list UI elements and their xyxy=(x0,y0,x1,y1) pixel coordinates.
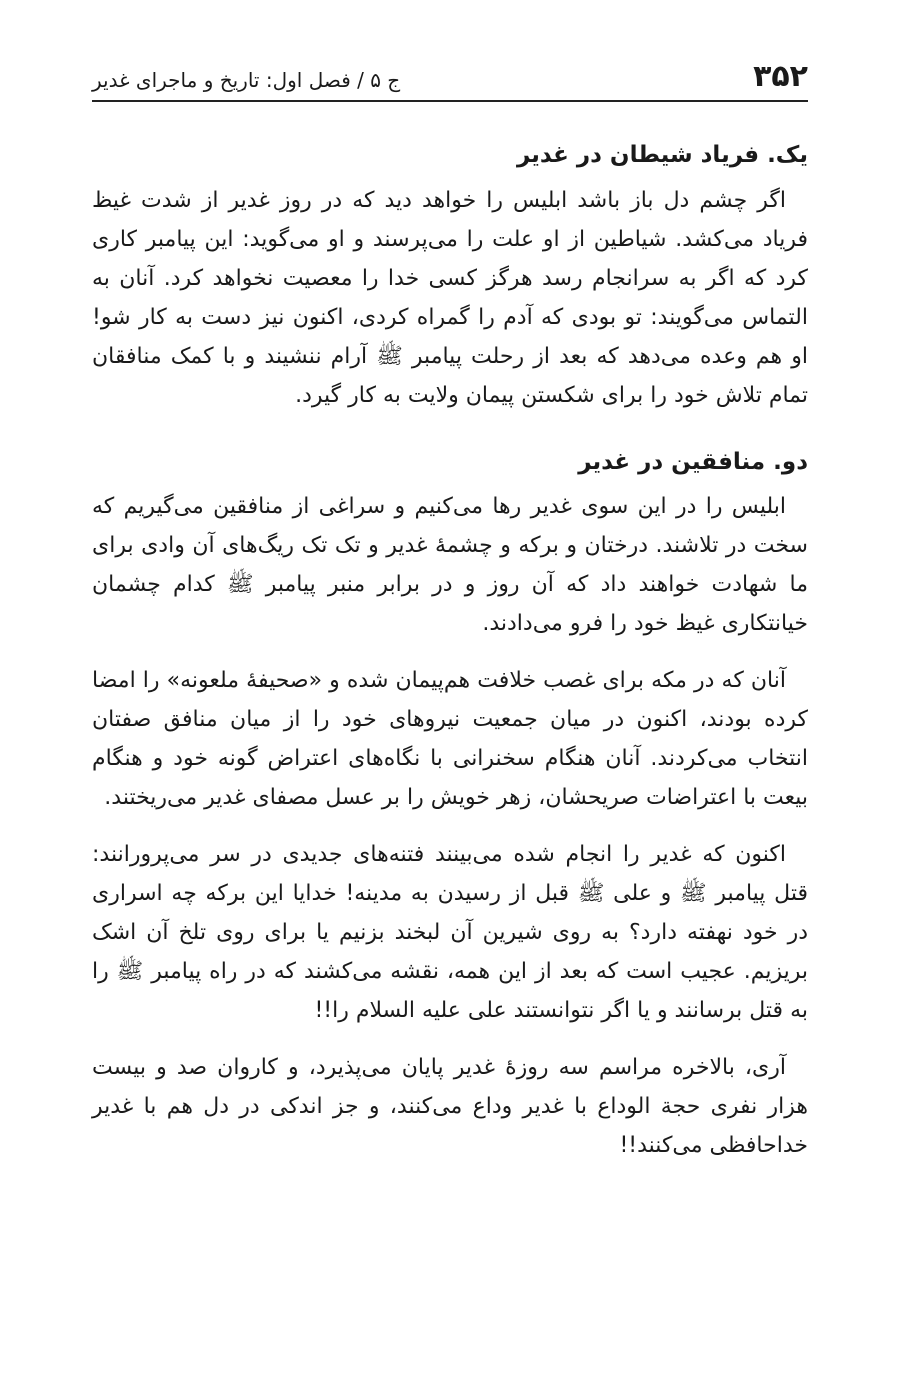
page-number: ۳۵۲ xyxy=(753,59,808,94)
running-head xyxy=(92,59,808,102)
section-heading-satan: یک. فریاد شیطان در غدیر xyxy=(516,142,808,168)
chapter-title: ج ۵ / فصل اول: تاریخ و ماجرای غدیر xyxy=(92,68,401,92)
paragraph: آری، بالاخره مراسم سه روزهٔ غدیر پایان می‌پذیرد، و کاروان صد و بیست هزار نفری حجة الوداع با غدیر وداع می‌کنند، و جز اندکی در دل هم با غدیر خداحافظی می‌کنند!! xyxy=(92,1055,808,1158)
section-heading-hypocrites: دو. منافقین در غدیر xyxy=(578,448,808,475)
paragraph: اکنون که غدیر را انجام شده می‌بینند فتنه‌های جدیدی در سر می‌پرورانند: قتل پیامبر ﷺ و علی ﷺ قبل از رسیدن به مدینه! خدایا این برکه چه اسراری در خود نهفته دارد؟ به روی شیرین آن لبخند بزنیم یا برای روی تلخ آن اشک بریزیم. عجیب است که بعد از این همه، نقشه می‌کشند که در راه پیامبر ﷺ را به قتل برسانند و یا اگر نتوانستند علی علیه السلام را!! xyxy=(92,842,808,1023)
paragraph: آنان که در مکه برای غصب خلافت هم‌پیمان شده و «صحیفهٔ ملعونه» را امضا کرده بودند، اکنون در میان جمعیت نیروهای خود را از میان منافق صفتان انتخاب می‌کردند. آنان هنگام سخنرانی با نگاه‌های اعتراض گونه خود و هنگام بیعت با اعتراضات صریحشان، زهر خویش را بر عسل مصفای غدیر می‌ریختند. xyxy=(92,668,808,810)
paragraph: اگر چشم دل باز باشد ابلیس را خواهد دید که در روز غدیر از شدت غیظ فریاد می‌کشد. شیاطین از او علت را می‌پرسند و او می‌گوید: این پیامبر کاری کرد که اگر به سرانجام رسد هرگز کسی خدا را معصیت نخواهد کرد. آنان به التماس می‌گویند: تو بودی که آدم را گمراه کردی، اکنون نیز دست به کار شو! او هم وعده می‌دهد که بعد از رحلت پیامبر ﷺ آرام ننشیند و با کمک منافقان تمام تلاش خود را برای شکستن پیمان ولایت به کار گیرد. xyxy=(92,187,808,408)
book-page xyxy=(92,59,808,1183)
paragraph: ابلیس را در این سوی غدیر رها می‌کنیم و سراغی از منافقین می‌گیریم که سخت در تلاشند. درختان و برکه و چشمهٔ غدیر و تک تک ریگ‌های آن وادی برای ما شهادت خواهند داد که آن روز و در برابر منبر پیامبر ﷺ کدام چشمان خیانتکاری غیظ خود را فرو می‌دادند. xyxy=(92,494,808,636)
